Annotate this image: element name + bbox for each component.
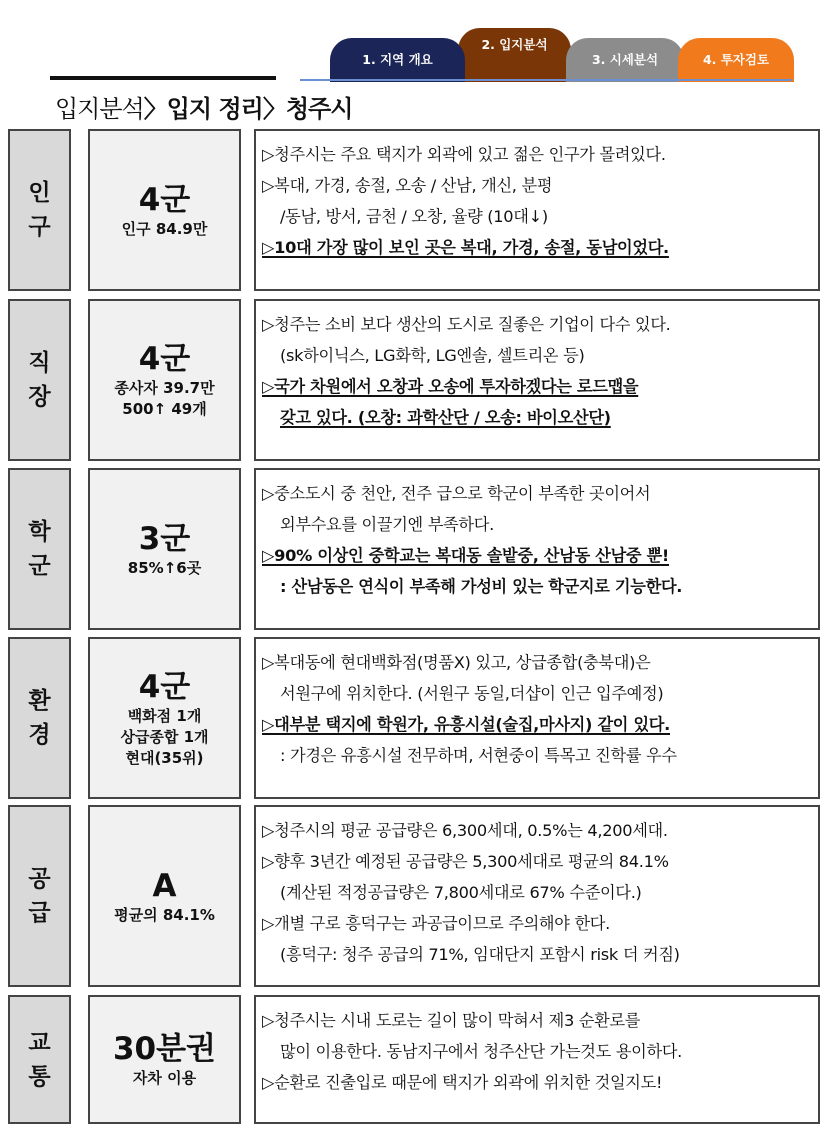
description-line: 서원구에 위치한다. (서원구 동일,더샵이 인근 입주예정)	[280, 684, 664, 703]
breadcrumb	[55, 89, 352, 124]
tab-investment-review[interactable]: 4. 투자검토	[678, 38, 794, 82]
description-line: ▷10대 가장 많이 보인 곳은 복대, 가경, 송절, 동남이었다.	[262, 238, 669, 257]
description-line: ▷복대동에 현대백화점(명품X) 있고, 상급종합(충북대)은	[262, 653, 651, 672]
category-label	[8, 805, 71, 987]
breadcrumb-separator-1: 〉	[143, 95, 167, 123]
category-char: 학	[28, 519, 51, 545]
category-label	[8, 299, 71, 461]
title-rule	[50, 76, 276, 80]
summary-detail: 상급종합 1개	[120, 727, 209, 746]
description-line: ▷복대, 가경, 송절, 오송 / 산남, 개신, 분평	[262, 176, 553, 195]
description-line: 많이 이용한다. 동남지구에서 청주산단 가는것도 용이하다.	[280, 1042, 683, 1061]
category-char: 통	[28, 1063, 51, 1090]
section-tabs	[330, 28, 800, 80]
description-line: ▷대부분 택지에 학원가, 유흥시설(술집,마사지) 같이 있다.	[262, 715, 670, 734]
description-line: ▷중소도시 중 천안, 전주 급으로 학군이 부족한 곳이어서	[262, 484, 651, 503]
description-line: ▷청주시의 평균 공급량은 6,300세대, 0.5%는 4,200세대.	[262, 821, 668, 840]
summary-detail: 500↑ 49개	[122, 400, 207, 418]
grade: 4군	[138, 668, 191, 705]
grade: A	[152, 867, 177, 904]
category-label	[8, 129, 71, 291]
grade: 4군	[138, 181, 191, 218]
category-char: 교	[28, 1029, 51, 1056]
summary-detail: 인구 84.9만	[121, 219, 208, 238]
summary-box	[88, 637, 241, 799]
row-supply	[8, 805, 818, 987]
category-char: 군	[28, 553, 51, 579]
description-box	[254, 129, 820, 291]
grade: 30분권	[112, 1031, 217, 1067]
category-label	[8, 468, 71, 630]
description-line: /동남, 방서, 금천 / 오창, 율량 (10대↓)	[280, 207, 548, 226]
summary-detail: 종사자 39.7만	[114, 379, 215, 397]
category-char: 구	[28, 214, 51, 240]
row-jobs	[8, 299, 818, 461]
description-line: ▷개별 구로 흥덕구는 과공급이므로 주의해야 한다.	[262, 914, 610, 933]
breadcrumb-part-1: 입지분석	[55, 95, 144, 123]
description-line: ▷청주시는 주요 택지가 외곽에 있고 젊은 인구가 몰려있다.	[262, 145, 666, 164]
breadcrumb-part-2: 입지 정리	[166, 95, 263, 123]
summary-box	[88, 995, 241, 1124]
description-line: (흥덕구: 청주 공급의 71%, 임대단지 포함시 risk 더 커짐)	[280, 945, 680, 964]
category-char: 인	[28, 180, 51, 206]
summary-detail: 백화점 1개	[127, 706, 202, 725]
summary-box	[88, 299, 241, 461]
description-line: 갖고 있다. (오창: 과학산단 / 오송: 바이오산단)	[280, 408, 611, 427]
breadcrumb-part-3: 청주시	[285, 95, 353, 123]
summary-detail: 자차 이용	[132, 1069, 197, 1087]
category-char: 직	[28, 350, 51, 376]
description-box	[254, 299, 820, 461]
summary-box	[88, 468, 241, 630]
summary-detail: 85%↑6곳	[127, 558, 202, 577]
summary-box	[88, 805, 241, 987]
description-line: : 산남동은 연식이 부족해 가성비 있는 학군지로 기능한다.	[280, 577, 683, 596]
tab-price-analysis[interactable]: 3. 시세분석	[566, 38, 684, 82]
description-box	[254, 805, 820, 987]
tab-region-overview[interactable]: 1. 지역 개요	[330, 38, 465, 82]
description-line: ▷향후 3년간 예정된 공급량은 5,300세대로 평균의 84.1%	[262, 852, 669, 871]
category-label	[8, 995, 71, 1124]
description-line: ▷청주시는 시내 도로는 길이 많이 막혀서 제3 순환로를	[262, 1011, 641, 1030]
summary-detail: 현대(35위)	[125, 748, 204, 767]
description-box	[254, 468, 820, 630]
description-line: : 가경은 유흥시설 전무하며, 서현중이 특목고 진학률 우수	[280, 746, 677, 765]
description-line: 외부수요를 이끌기엔 부족하다.	[280, 515, 494, 534]
breadcrumb-separator-2: 〉	[262, 95, 286, 123]
grade: 3군	[138, 520, 191, 557]
description-box	[254, 995, 820, 1124]
description-line: ▷90% 이상인 중학교는 복대동 솔밭중, 산남동 산남중 뿐!	[262, 546, 670, 565]
row-school	[8, 468, 818, 630]
category-char: 환	[28, 688, 51, 714]
description-box	[254, 637, 820, 799]
row-transport	[8, 995, 818, 1124]
description-line: ▷청주는 소비 보다 생산의 도시로 질좋은 기업이 다수 있다.	[262, 315, 671, 334]
summary-detail: 평균의 84.1%	[114, 905, 215, 924]
category-char: 경	[28, 722, 51, 748]
row-environment	[8, 637, 818, 799]
grade: 4군	[138, 341, 191, 377]
row-population	[8, 129, 818, 291]
category-char: 장	[28, 384, 51, 410]
category-char: 공	[28, 866, 51, 892]
summary-box	[88, 129, 241, 291]
tab-location-analysis[interactable]: 2. 입지분석	[458, 28, 571, 82]
tab-underline	[300, 79, 792, 81]
description-line: (sk하이닉스, LG화학, LG엔솔, 셀트리온 등)	[280, 346, 585, 365]
description-line: ▷순환로 진출입로 때문에 택지가 외곽에 위치한 것일지도!	[262, 1073, 663, 1092]
category-char: 급	[28, 900, 51, 926]
category-label	[8, 637, 71, 799]
description-line: ▷국가 차원에서 오창과 오송에 투자하겠다는 로드맵을	[262, 377, 639, 396]
description-line: (계산된 적정공급량은 7,800세대로 67% 수준이다.)	[280, 883, 642, 902]
